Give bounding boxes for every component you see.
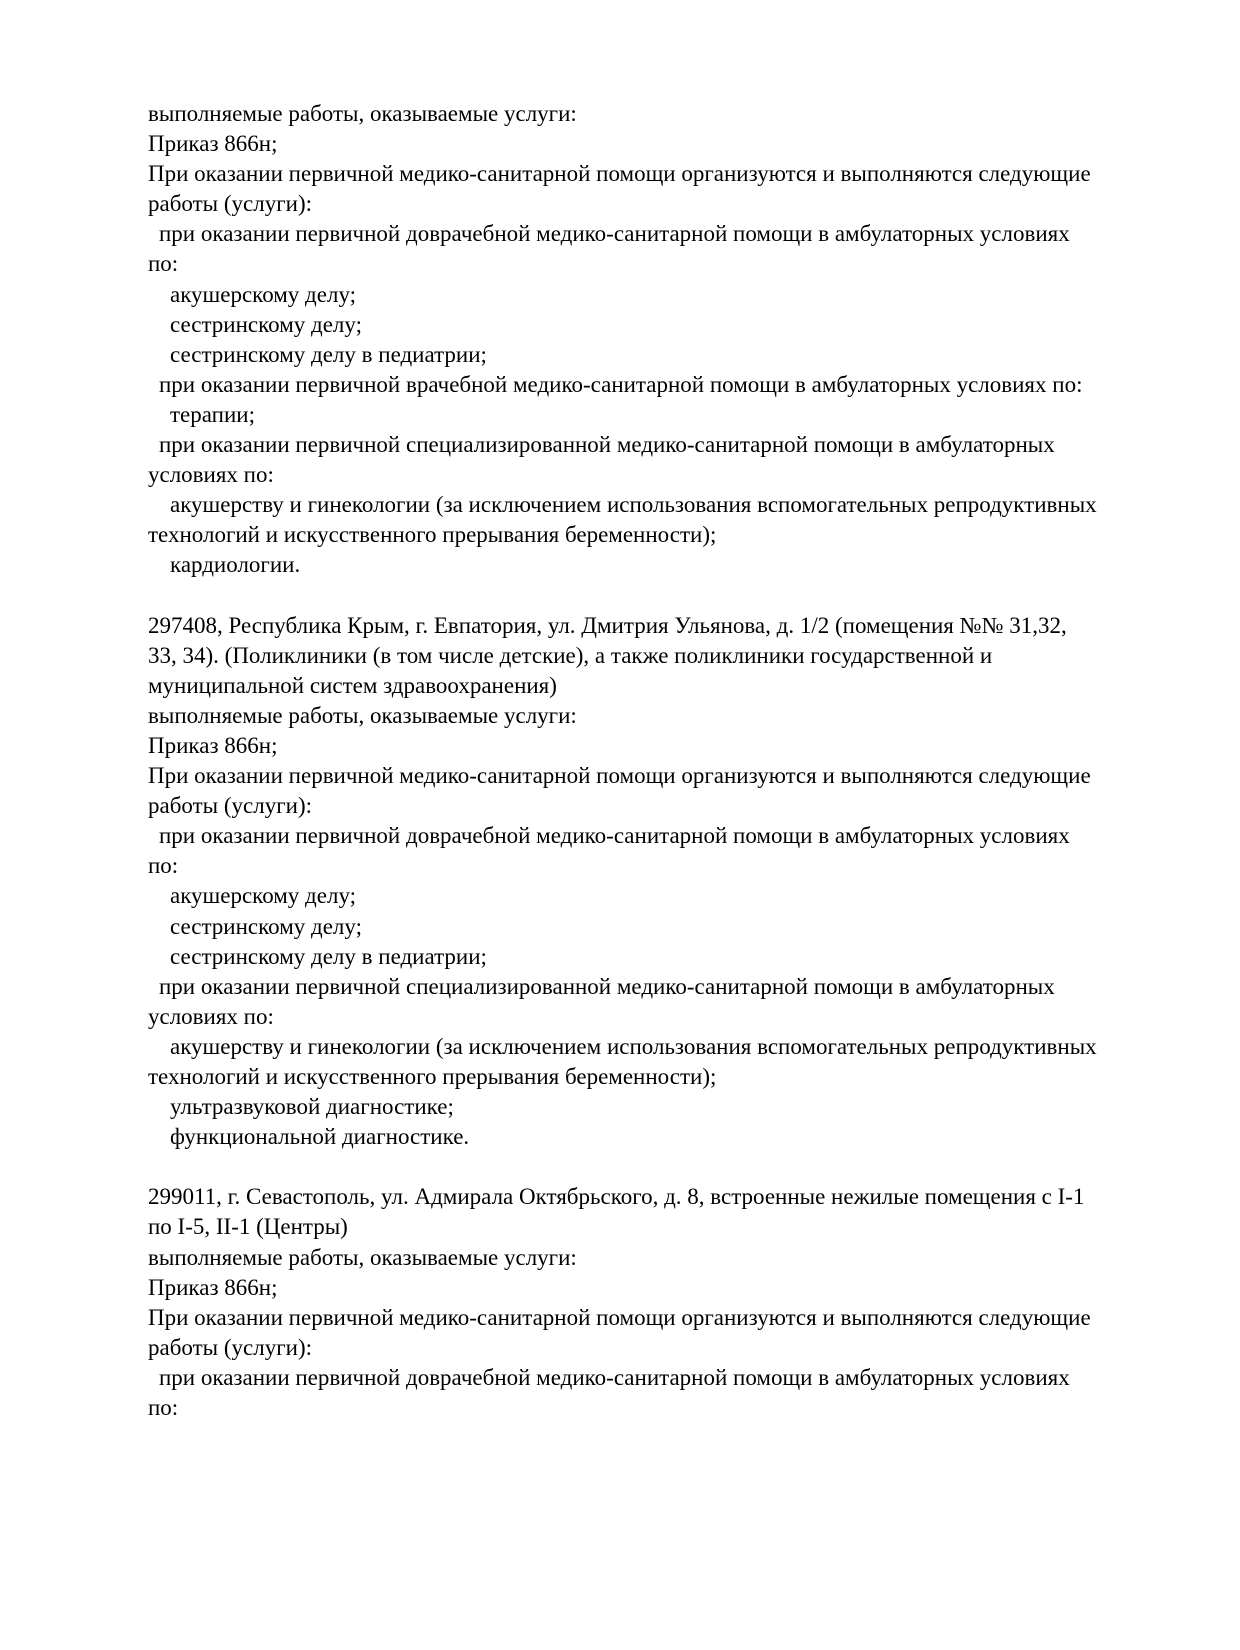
- text-line: технологий и искусственного прерывания беременности);: [148, 522, 717, 548]
- text-line: функциональной диагностике.: [170, 1124, 470, 1150]
- text-line: по:: [148, 1395, 179, 1421]
- text-line: акушерству и гинекологии (за исключением использования вспомогательных репродуктивных: [170, 492, 1097, 518]
- text-line: работы (услуги):: [148, 793, 312, 819]
- text-line: ультразвуковой диагностике;: [170, 1094, 454, 1120]
- text-line: работы (услуги):: [148, 1334, 312, 1360]
- text-line: кардиологии.: [170, 552, 301, 578]
- text-line: терапии;: [170, 401, 255, 427]
- text-line: при оказании первичной доврачебной медико-санитарной помощи в амбулаторных условиях: [159, 221, 1070, 247]
- text-line: выполняемые работы, оказываемые услуги:: [148, 702, 577, 728]
- text-line: при оказании первичной доврачебной медико-санитарной помощи в амбулаторных условиях: [159, 823, 1070, 849]
- text-line: сестринскому делу в педиатрии;: [170, 943, 487, 969]
- text-line: 299011, г. Севастополь, ул. Адмирала Октябрьского, д. 8, встроенные нежилые помещения с I-1: [148, 1184, 1085, 1210]
- text-line: при оказании первичной доврачебной медико-санитарной помощи в амбулаторных условиях: [159, 1364, 1070, 1390]
- text-line: 33, 34). (Поликлиники (в том числе детские), а также поликлиники государственной и: [148, 642, 993, 668]
- text-line: условиях по:: [148, 462, 274, 488]
- section-address-evpatoria: [148, 611, 1208, 1153]
- text-line: Приказ 866н;: [148, 131, 278, 157]
- text-line: по:: [148, 251, 179, 277]
- text-line: условиях по:: [148, 1003, 274, 1029]
- text-line: сестринскому делу в педиатрии;: [170, 341, 487, 367]
- text-line: сестринскому делу;: [170, 913, 362, 939]
- section-services-1: [148, 99, 1208, 581]
- text-line: выполняемые работы, оказываемые услуги:: [148, 1244, 577, 1270]
- text-line: при оказании первичной врачебной медико-санитарной помощи в амбулаторных условиях по:: [159, 371, 1083, 397]
- text-line: Приказ 866н;: [148, 732, 278, 758]
- text-line: выполняемые работы, оказываемые услуги:: [148, 101, 577, 126]
- text-line: акушерскому делу;: [170, 281, 357, 307]
- text-line: При оказании первичной медико-санитарной помощи организуются и выполняются следующие: [148, 763, 1091, 789]
- document-content: [148, 99, 1208, 1423]
- text-line: акушерству и гинекологии (за исключением использования вспомогательных репродуктивных: [170, 1033, 1097, 1059]
- text-line: при оказании первичной специализированной медико-санитарной помощи в амбулаторных: [159, 973, 1055, 999]
- text-line: по I-5, II-1 (Центры): [148, 1214, 348, 1240]
- text-line: сестринскому делу;: [170, 311, 362, 337]
- text-line: Приказ 866н;: [148, 1274, 278, 1300]
- text-line: При оказании первичной медико-санитарной помощи организуются и выполняются следующие: [148, 1304, 1091, 1330]
- text-line: 297408, Республика Крым, г. Евпатория, ул. Дмитрия Ульянова, д. 1/2 (помещения №№ 31,32,: [148, 612, 1067, 638]
- text-line: по:: [148, 853, 179, 879]
- text-line: технологий и искусственного прерывания беременности);: [148, 1064, 717, 1089]
- text-line: При оказании первичной медико-санитарной помощи организуются и выполняются следующие: [148, 161, 1091, 187]
- text-line: работы (услуги):: [148, 191, 312, 217]
- section-address-sevastopol: [148, 1182, 1208, 1423]
- text-line: акушерскому делу;: [170, 883, 357, 909]
- text-line: при оказании первичной специализированной медико-санитарной помощи в амбулаторных: [159, 432, 1055, 458]
- text-line: муниципальной систем здравоохранения): [148, 672, 557, 698]
